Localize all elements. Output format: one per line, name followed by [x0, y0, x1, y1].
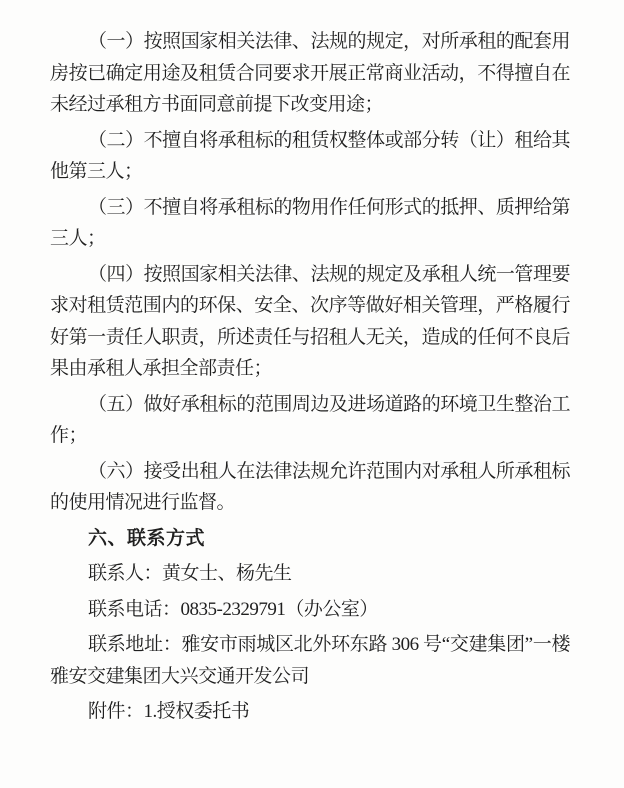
clause-4: （四）按照国家相关法律、法规的规定及承租人统一管理要求对租赁范围内的环保、安全、次序等做好相关管理，严格履行好第一责任人职责，所述责任与招租人无关，造成的任何不良后果由承租人承担全部责任； — [50, 263, 570, 379]
contact-address-line: 联系地址：雅安市雨城区北外环东路 306 号“交建集团”一楼雅安交建集团大兴交通开发公司 — [50, 634, 570, 687]
contact-phone-line: 联系电话：0835-2329791（办公室） — [88, 598, 378, 620]
clause-1: （一）按照国家相关法律、法规的规定，对所承租的配套用房按已确定用途及租赁合同要求开展正常商业活动，不得擅自在未经过承租方书面同意前提下改变用途； — [50, 31, 570, 115]
clause-6: （六）接受出租人在法律法规允许范围内对承租人所承租标的使用情况进行监督。 — [50, 460, 570, 513]
clause-2: （二）不擅自将承租标的租赁权整体或部分转（让）租给其他第三人； — [50, 129, 570, 182]
clause-3: （三）不擅自将承租标的物用作任何形式的抵押、质押给第三人； — [50, 196, 570, 249]
attachment-line: 附件：1.授权委托书 — [88, 701, 250, 722]
contact-person-line: 联系人：黄女士、杨先生 — [88, 563, 292, 584]
contact-section-heading: 六、联系方式 — [88, 527, 206, 549]
clause-5: （五）做好承租标的范围周边及进场道路的环境卫生整治工作； — [50, 393, 570, 446]
